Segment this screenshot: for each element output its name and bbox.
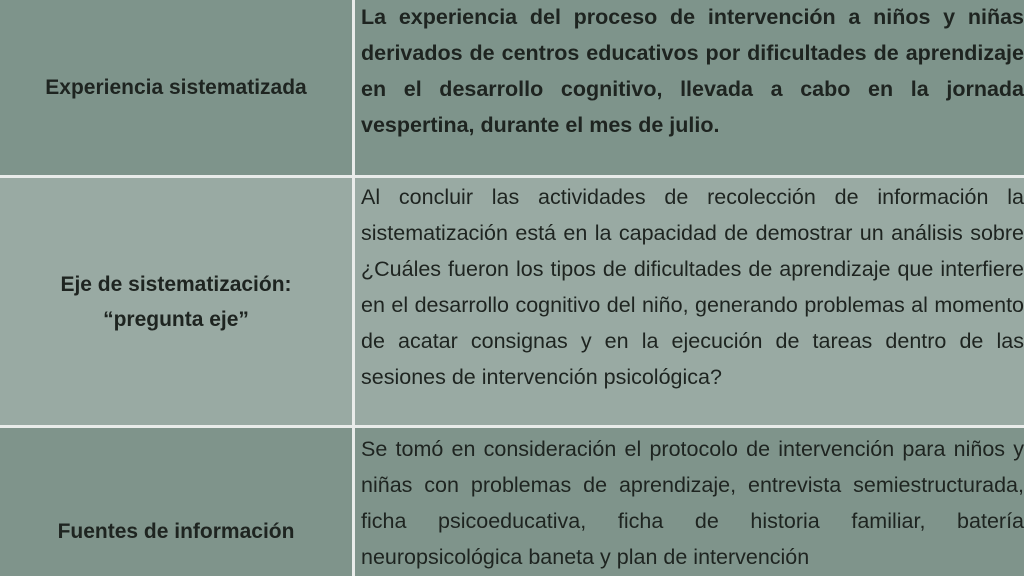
table-row-experience: [0, 0, 1024, 177]
table-row-sources: [0, 427, 1024, 576]
table-row-axis: [0, 177, 1024, 427]
content-cell-sources: [354, 427, 1024, 576]
row-label-sources: Fuentes de información: [57, 520, 295, 543]
row-content-sources: Se tomó en consideración el protocolo de intervención para niños y niñas con problemas de aprendizaje, entrevista semiestructurada, ficha psicoeducativa, ficha de historia familiar, batería neuropsicológica baneta y plan de intervención: [361, 437, 1024, 569]
row-label-axis-subtitle: “pregunta eje”: [103, 307, 249, 331]
content-cell-axis: [354, 177, 1024, 427]
row-content-experience: La experiencia del proceso de intervención a niños y niñas derivados de centros educativos por dificultades de aprendizaje en el desarrollo cognitivo, llevada a cabo en la jornada vespertina, durante el mes de julio.: [361, 5, 1024, 137]
row-content-axis: Al concluir las actividades de recolección de información la sistematización está en la capacidad de demostrar un análisis sobre ¿Cuáles fueron los tipos de dificultades de aprendizaje que interfiere en el desarrollo cognitivo del niño, generando problemas al momento de acatar consignas y en la ejecución de tareas dentro de las sesiones de intervención psicológica?: [361, 185, 1024, 389]
label-cell-experience: [0, 0, 354, 177]
content-cell-experience: [354, 0, 1024, 177]
row-label-axis: Eje de sistematización:: [60, 272, 292, 296]
row-label-experience: Experiencia sistematizada: [45, 75, 307, 99]
label-cell-axis: [0, 177, 354, 427]
label-cell-sources: [0, 427, 354, 576]
